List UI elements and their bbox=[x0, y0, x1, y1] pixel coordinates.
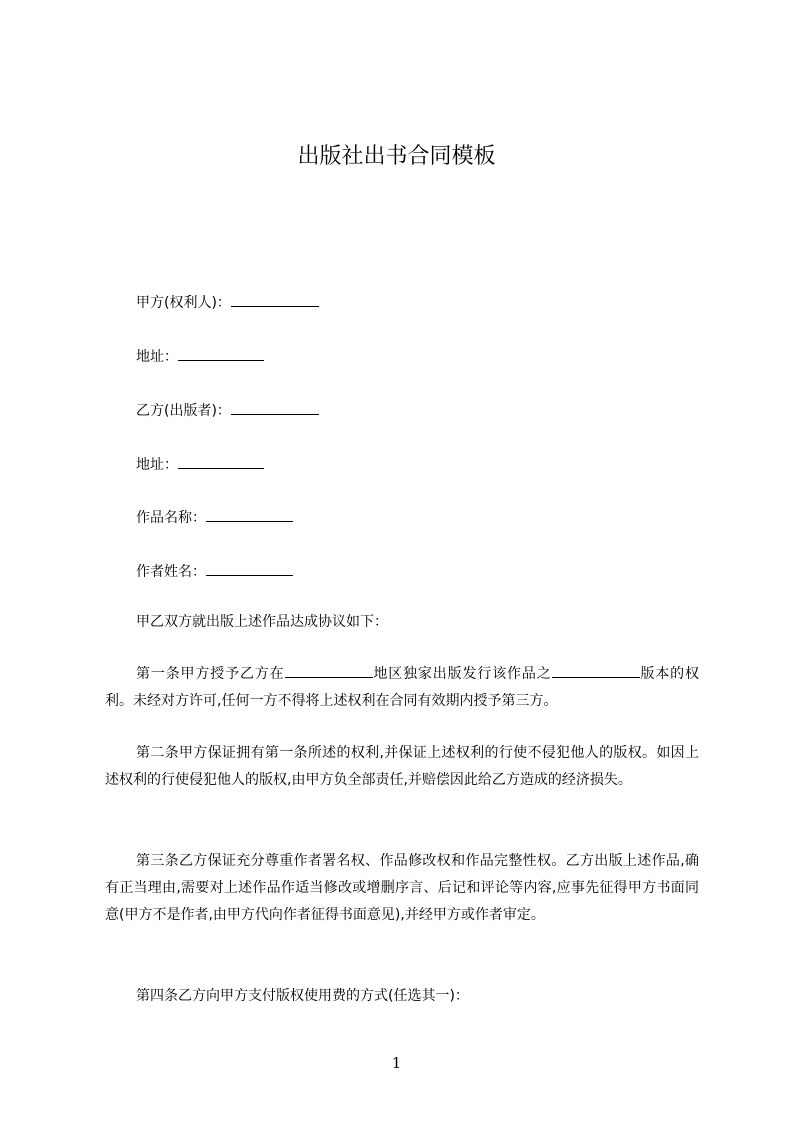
article-1-part1: 第一条甲方授予乙方在 bbox=[136, 666, 285, 682]
author-name-label: 作者姓名： bbox=[136, 564, 206, 580]
party-a-address-label: 地址： bbox=[136, 349, 178, 365]
region-blank[interactable] bbox=[285, 663, 373, 678]
article-3: 第三条乙方保证充分尊重作者署名权、作品修改权和作品完整性权。乙方出版上述作品,确有正当理由,需要对上述作品作适当修改或增删序言、后记和评论等内容,应事先征得甲方书面同意(甲方不是作者,由甲方代向作者征得书面意见),并经甲方或作者审定。 bbox=[105, 853, 699, 923]
intro-text: 甲乙双方就出版上述作品达成协议如下： bbox=[136, 614, 388, 630]
page-number: 1 bbox=[391, 1054, 402, 1072]
article-1-part3: 版本的权利。未经对方许可,任何一方不得将上述权利在合同有效期内授予第三方。 bbox=[105, 666, 700, 709]
party-b-address-label: 地址： bbox=[136, 457, 178, 473]
author-name-field bbox=[136, 561, 293, 582]
edition-blank[interactable] bbox=[552, 663, 640, 678]
work-title-blank[interactable] bbox=[206, 507, 293, 522]
party-a-address-field bbox=[136, 346, 264, 367]
party-b-address-field bbox=[136, 454, 264, 475]
article-4: 第四条乙方向甲方支付版权使用费的方式(任选其一)： bbox=[136, 988, 469, 1004]
article-1-part2: 地区独家出版发行该作品之 bbox=[372, 666, 552, 682]
author-name-blank[interactable] bbox=[206, 561, 293, 576]
article-2: 第二条甲方保证拥有第一条所述的权利,并保证上述权利的行使不侵犯他人的版权。如因上述权利的行使侵犯他人的版权,由甲方负全部责任,并赔偿因此给乙方造成的经济损失。 bbox=[105, 745, 699, 788]
work-title-field bbox=[136, 507, 293, 528]
document-title: 出版社出书合同模板 bbox=[297, 144, 496, 169]
article-1 bbox=[105, 661, 699, 715]
party-a-field bbox=[136, 292, 319, 313]
party-b-label: 乙方(出版者)： bbox=[136, 403, 231, 419]
party-b-address-blank[interactable] bbox=[178, 454, 264, 469]
party-b-blank[interactable] bbox=[231, 400, 319, 415]
party-a-blank[interactable] bbox=[231, 292, 319, 307]
work-title-label: 作品名称： bbox=[136, 510, 206, 526]
party-a-label: 甲方(权利人)： bbox=[136, 295, 231, 311]
party-b-field bbox=[136, 400, 319, 421]
party-a-address-blank[interactable] bbox=[178, 346, 264, 361]
